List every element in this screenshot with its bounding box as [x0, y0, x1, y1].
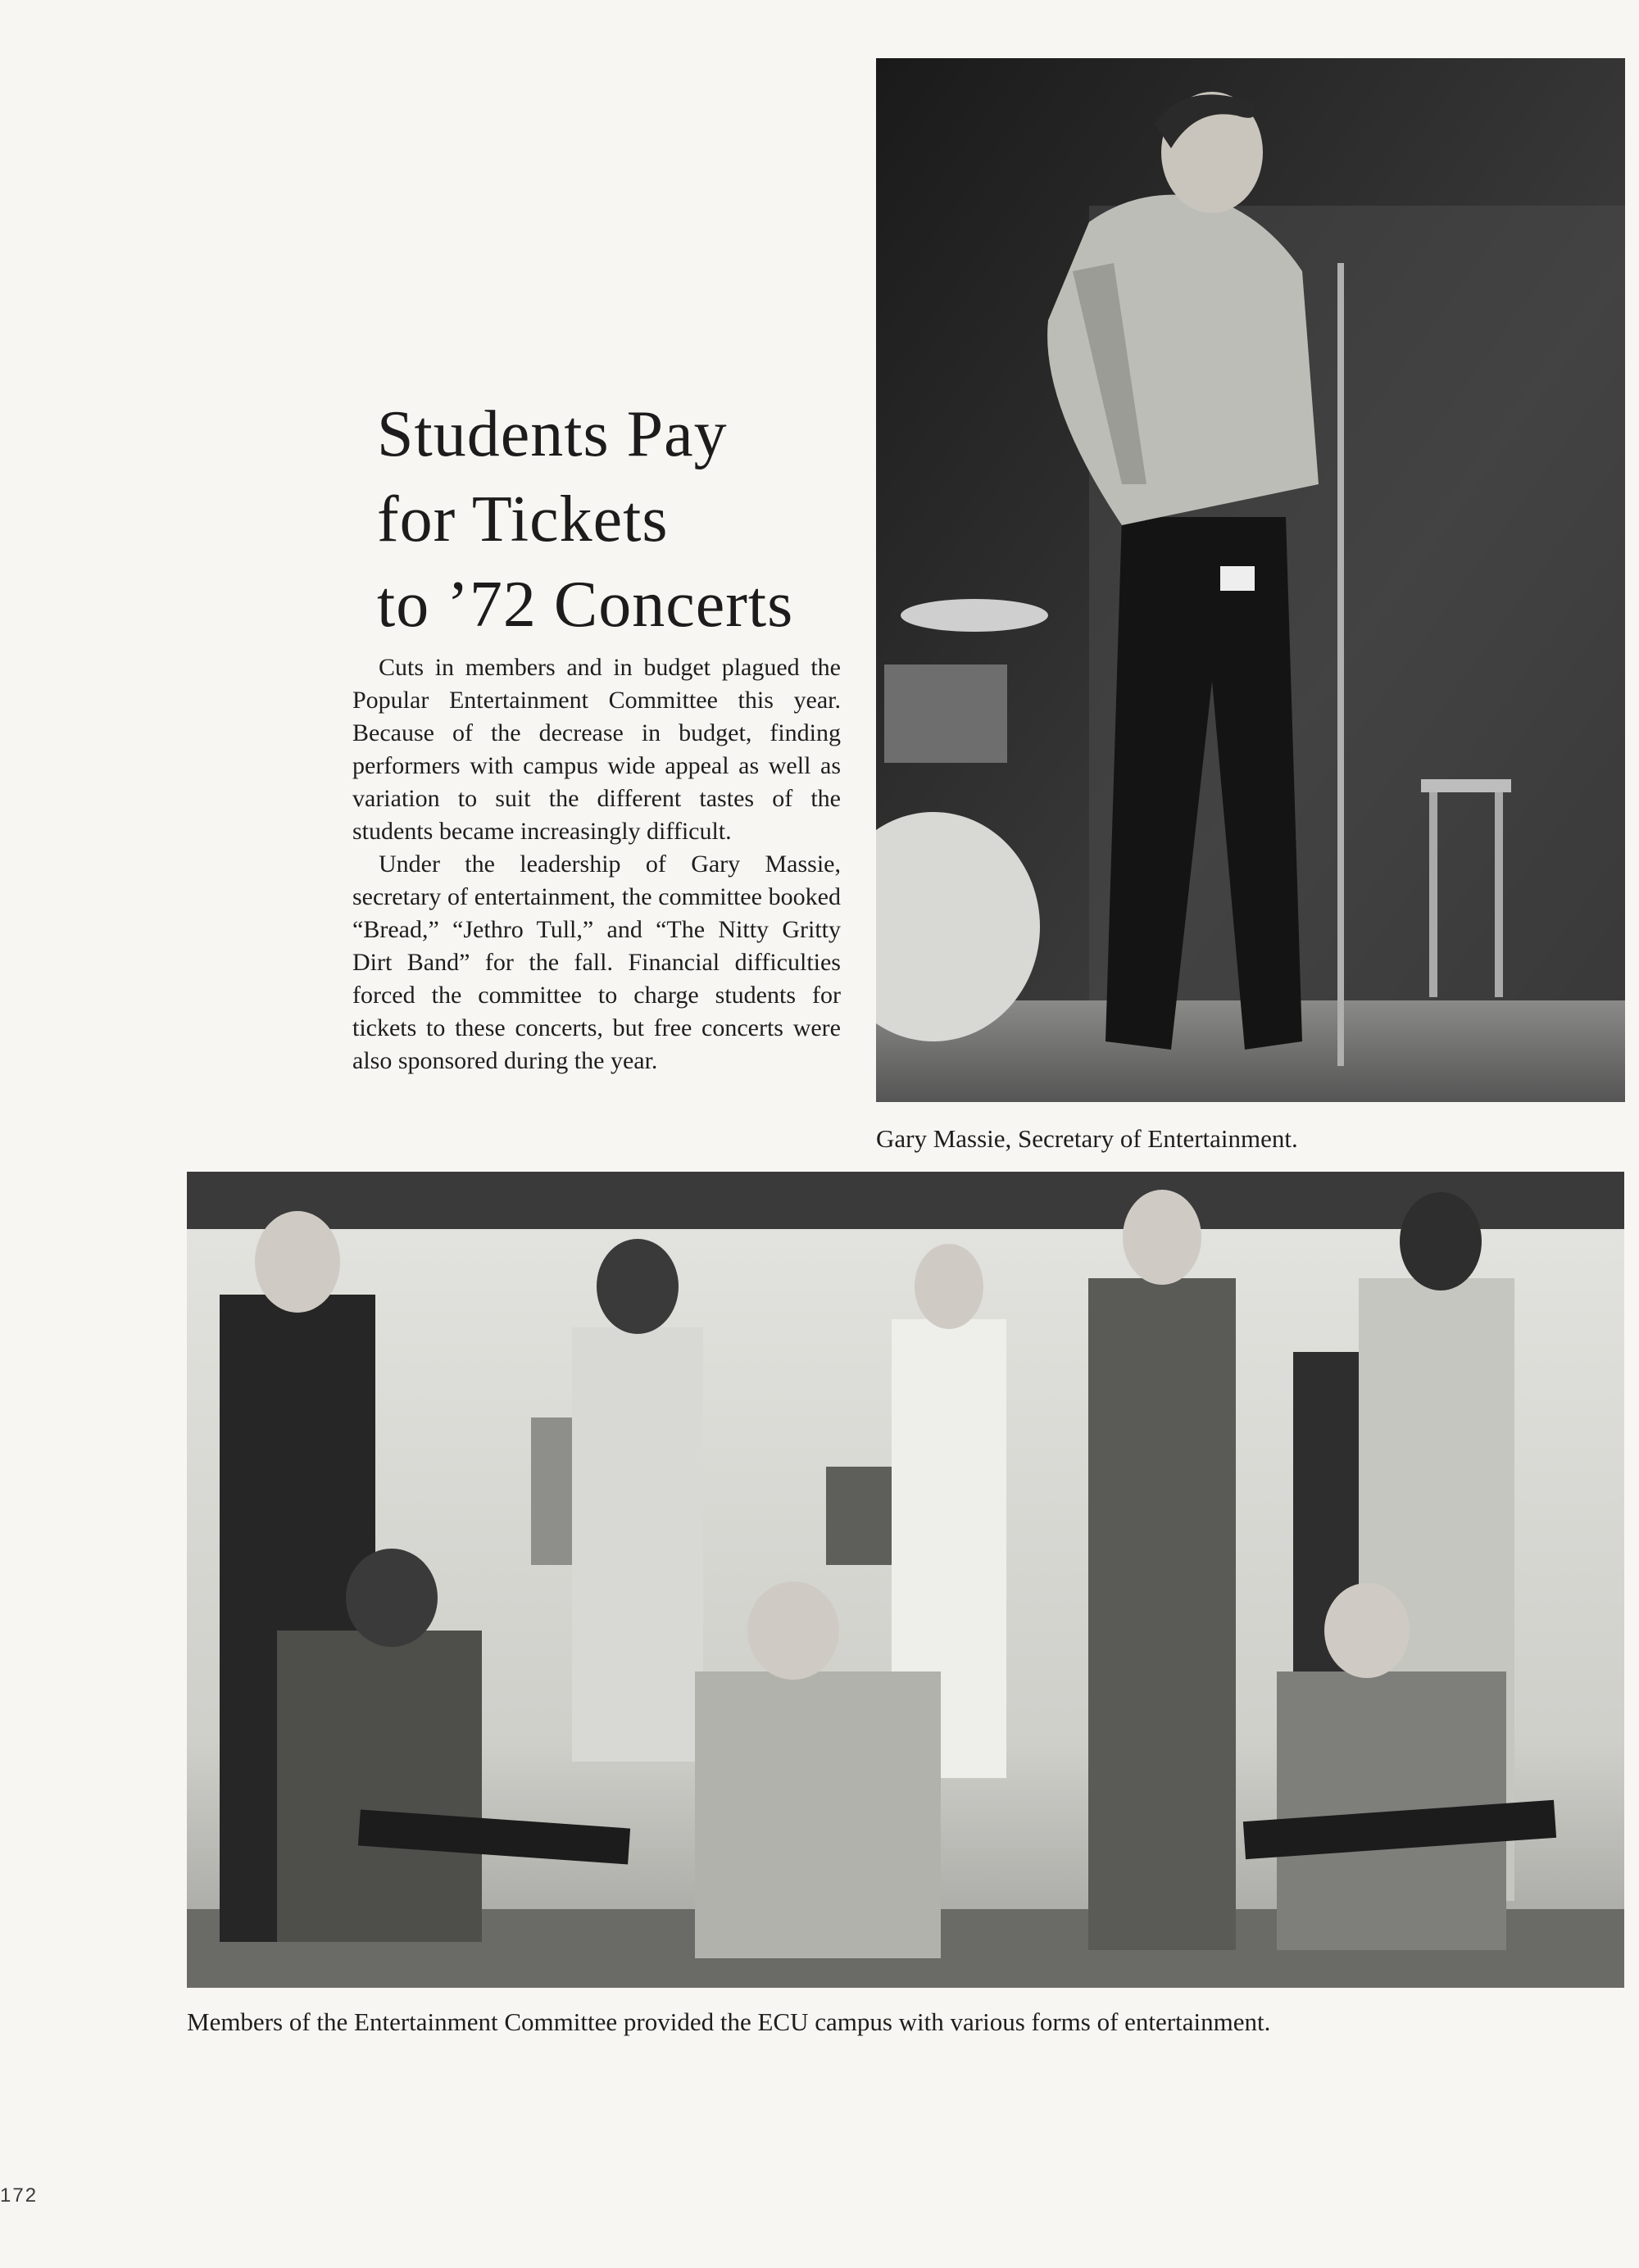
photo-secretary-on-stage	[876, 58, 1625, 1102]
article-body	[352, 651, 841, 1077]
photo-bottom-caption: Members of the Entertainment Committee provided the ECU campus with various forms of entertainment.	[187, 2007, 1271, 2036]
headline-line-1: Students Pay	[377, 398, 728, 470]
page-number: 172	[0, 2184, 39, 2207]
body-paragraph-2: Under the leadership of Gary Massie, secretary of entertainment, the committee booked “Bread,” “Jethro Tull,” and “The Nitty Gritty Dirt Band” for the fall. Financial difficulties forced the committee to charge students for tickets to these concerts, but free concerts were also sponsored during the year.	[352, 850, 841, 1074]
photo-top-caption: Gary Massie, Secretary of Entertainment.	[876, 1124, 1298, 1153]
headline-line-3: to ’72 Concerts	[377, 569, 794, 641]
headline-line-2: for Tickets	[377, 483, 669, 556]
body-paragraph-1: Cuts in members and in budget plagued the Popular Entertainment Committee this year. Because of the decrease in budget, finding performers with campus wide appeal as well as variation to suit the different tastes of the students became increasingly difficult.	[352, 654, 841, 845]
photo-entertainment-committee	[187, 1172, 1624, 1988]
article-headline	[377, 392, 869, 647]
